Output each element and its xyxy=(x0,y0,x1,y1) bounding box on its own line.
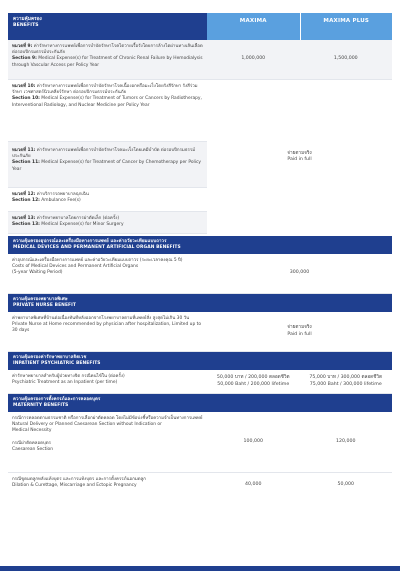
maternity-delivery-maxima-value: 100,000 xyxy=(243,438,263,444)
section-text-th: ค่ารักษาทางการแพทย์เพื่อการบำบัดรักษาโรคเนื้องอกหรือมะเร็งโดยรังสีรักษา รังสีร่วมรักษา เวชศาสตร์นิวเคลียร์รักษา ต่อรอบปีกรมธรรม์ประกันภัย xyxy=(12,84,198,96)
section-text-th: ค่ารักษาพยาบาลโดยการผ่าตัดเล็ก (ต่อครั้ง) xyxy=(35,216,120,221)
psych-desc-en: Psychiatric Treatment as an Inpatient (per time) xyxy=(12,380,118,386)
table-row xyxy=(8,370,392,394)
section-text-en: Medical Expense(s) for Treatment of Chronic Renal Failure by Hemodialysis through Vascular Access per Policy Year xyxy=(12,56,203,68)
section-label: Section 13: xyxy=(12,222,40,228)
nurse-section-header xyxy=(8,294,392,312)
psych-desc xyxy=(8,370,207,393)
nurse-title-en: PRIVATE NURSE BENEFIT xyxy=(13,303,76,308)
section-label: หมวดที่ 9: xyxy=(12,44,33,49)
maternity-dc-en: Dilation & Curettage, Miscarriage and Ectopic Pregnancy xyxy=(12,483,137,489)
footer-bar xyxy=(0,566,400,571)
devices-desc-en: Costs of Medical Devices and Permanent Artificial Organs xyxy=(12,264,139,270)
section-label: หมวดที่ 13: xyxy=(12,216,36,221)
table-row xyxy=(8,188,207,212)
maternity-delivery-en: Natural Delivery or Planned Caesarean Section without Indication or xyxy=(12,422,162,428)
section-label: Section 10: xyxy=(12,96,40,102)
devices-desc xyxy=(8,254,207,293)
maternity-caesarean-en: Caesarean Section xyxy=(12,446,54,452)
maternity-delivery-desc xyxy=(8,412,207,472)
maternity-dc-maxima-value: 40,000 xyxy=(245,481,262,487)
section-9-values xyxy=(207,40,392,80)
devices-title-en: MEDICAL DEVICES AND PERMANENT ARTIFICIAL ORGAN BENEFITS xyxy=(13,245,181,250)
table-row xyxy=(8,312,392,352)
nurse-value-en: Paid in full xyxy=(287,331,312,337)
plan-header-maxima: MAXIMA xyxy=(207,13,300,40)
benefits-header-cell xyxy=(8,13,207,40)
section-text-th: ค่ารักษาทางการแพทย์เพื่อการบำบัดรักษาโรคไตวายเรื้อรังโดยการล้างไตผ่านทางเส้นเลือด ต่อรอบปีกรมธรรม์ประกันภัย xyxy=(12,44,203,56)
devices-title-th: ความคุ้มครองอุปกรณ์และเครื่องมือทางการแพทย์ และค่าอวัยวะเทียมแบบถาวร xyxy=(13,239,167,244)
maternity-dc-th: กรณีขูดมดลูกหลังแท้งบุตร และการแท้งบุตร และการตั้งครรภ์นอกมดลูก xyxy=(12,477,146,482)
section-text-en: Medical Expense(s) for Treatment of Tumors or Cancers by Radiotherapy, Interventional Radiology, and Nuclear Medicine per Policy Year xyxy=(12,96,202,108)
psych-maxima-plus-value-en: 75,000 Baht / 300,000 lifetime xyxy=(309,381,382,387)
maternity-dc-desc xyxy=(8,473,207,497)
nurse-value-th: จ่ายตามจริง xyxy=(287,325,312,331)
section-label: หมวดที่ 10: xyxy=(12,84,36,89)
psych-maxima-value-th: 50,000 บาท / 200,000 ตลอดชีวิต xyxy=(216,375,290,381)
table-row xyxy=(8,80,207,142)
table-header xyxy=(8,13,392,40)
table-row xyxy=(8,40,207,80)
benefits-table xyxy=(8,13,392,497)
table-row xyxy=(8,473,392,497)
table-row xyxy=(8,142,207,188)
sections-9-13-values xyxy=(207,40,392,234)
section-9-maxima-value: 1,000,000 xyxy=(241,56,266,62)
benefits-header-th: ความคุ้มครอง xyxy=(13,17,42,22)
devices-desc-en-waiting: (5-year Waiting Period) xyxy=(12,270,63,276)
paid-in-full-en: Paid in full xyxy=(287,157,312,162)
section-text-th: ค่ารักษาทางการแพทย์เพื่อการบำบัดรักษาโรคมะเร็งโดยเคมีบำบัด ต่อรอบปีกรมธรรม์ประกันภัย xyxy=(12,148,196,160)
psych-section-header xyxy=(8,352,392,370)
section-text-en: Medical Expense(s) for Treatment of Cancer by Chemotherapy per Policy Year xyxy=(12,160,201,172)
section-label: หมวดที่ 11: xyxy=(12,148,36,153)
section-9-maxima-plus-value: 1,500,000 xyxy=(333,56,358,62)
psych-maxima-plus-value xyxy=(300,370,393,393)
psych-title-th: ความคุ้มครองค่ารักษาพยาบาลจิตเวช xyxy=(13,355,87,360)
paid-in-full-th: จ่ายตามจริง xyxy=(287,150,312,156)
maternity-section-header xyxy=(8,394,392,412)
maternity-delivery-th: กรณีการคลอดตามธรรมชาติ หรือการเลือกผ่าตัดคลอด โดยไม่มีข้อบ่งชี้หรือความจำเป็นทางการแพทย์ xyxy=(12,416,203,421)
maternity-delivery-en-2: Medical Necessity xyxy=(12,428,52,434)
sections-9-13-descriptions xyxy=(8,40,207,234)
section-text-th: ค่าบริการรถพยาบาลฉุกเฉิน xyxy=(35,192,89,197)
section-label: Section 12: xyxy=(12,198,40,204)
table-row xyxy=(8,212,207,234)
section-10-desc xyxy=(8,80,207,141)
nurse-desc-en: Private Nurse at Home recommended by physician after hospitalization, Limited up to 30 days xyxy=(12,322,202,334)
devices-desc-th: ค่าอุปกรณ์และเครื่องมือทางการแพทย์ และค่าอวัยวะเทียมแบบถาวร (ระยะเวลาคงคุณ 5 ปี) xyxy=(12,258,183,263)
maternity-title-th: ความคุ้มครองการตั้งครรภ์และการคลอดบุตร xyxy=(13,397,101,402)
maternity-caesarean-th: กรณีผ่าตัดคลอดบุตร xyxy=(12,440,51,446)
plan-header-maxima-plus: MAXIMA PLUS xyxy=(300,13,393,40)
psych-desc-th: ค่ารักษาพยาบาลสำหรับผู้ป่วยทางจิต กรณีคนไข้ใน (ต่อครั้ง) xyxy=(12,374,125,379)
section-label: หมวดที่ 12: xyxy=(12,192,36,197)
devices-value: 300,000 xyxy=(289,270,310,276)
maternity-dc-maxima-plus-value: 50,000 xyxy=(337,481,354,487)
devices-section-header xyxy=(8,236,392,254)
maternity-title-en: MATERNITY BENEFITS xyxy=(13,403,69,408)
benefits-header-en: BENEFITS xyxy=(13,23,39,28)
nurse-value xyxy=(207,312,392,351)
section-13-desc xyxy=(8,212,207,233)
section-label: Section 11: xyxy=(12,160,40,166)
section-text-en: Medical Expense(s) for Minor Surgery xyxy=(39,222,124,228)
sections-9-13 xyxy=(8,40,392,234)
nurse-title-th: ความคุ้มครองพยาบาลพิเศษ xyxy=(13,297,68,302)
section-9-desc xyxy=(8,40,207,79)
section-11-desc xyxy=(8,142,207,187)
section-12-desc xyxy=(8,188,207,211)
psych-maxima-value-en: 50,000 Baht / 200,000 lifetime xyxy=(217,381,290,387)
table-row xyxy=(8,254,392,294)
table-row xyxy=(8,412,392,473)
psych-title-en: INPATIENT PSYCHIATRIC BENEFITS xyxy=(13,361,101,366)
section-label: Section 9: xyxy=(12,56,37,62)
nurse-desc xyxy=(8,312,207,351)
psych-maxima-value xyxy=(207,370,300,393)
maternity-delivery-maxima-plus-value: 120,000 xyxy=(336,438,356,444)
psych-maxima-plus-value-th: 75,000 บาท / 300,000 ตลอดชีวิต xyxy=(309,375,383,381)
nurse-desc-th: ค่าพยาบาลพิเศษที่บ้านต่อเนื่องทันทีหลังออกจากโรงพยาบาลตามที่แพทย์สั่ง สูงสุดไม่เกิน 30 วัน xyxy=(12,316,190,321)
section-text-en: Ambulance Fee(s) xyxy=(39,198,81,204)
sections-10-13-value xyxy=(207,80,392,234)
